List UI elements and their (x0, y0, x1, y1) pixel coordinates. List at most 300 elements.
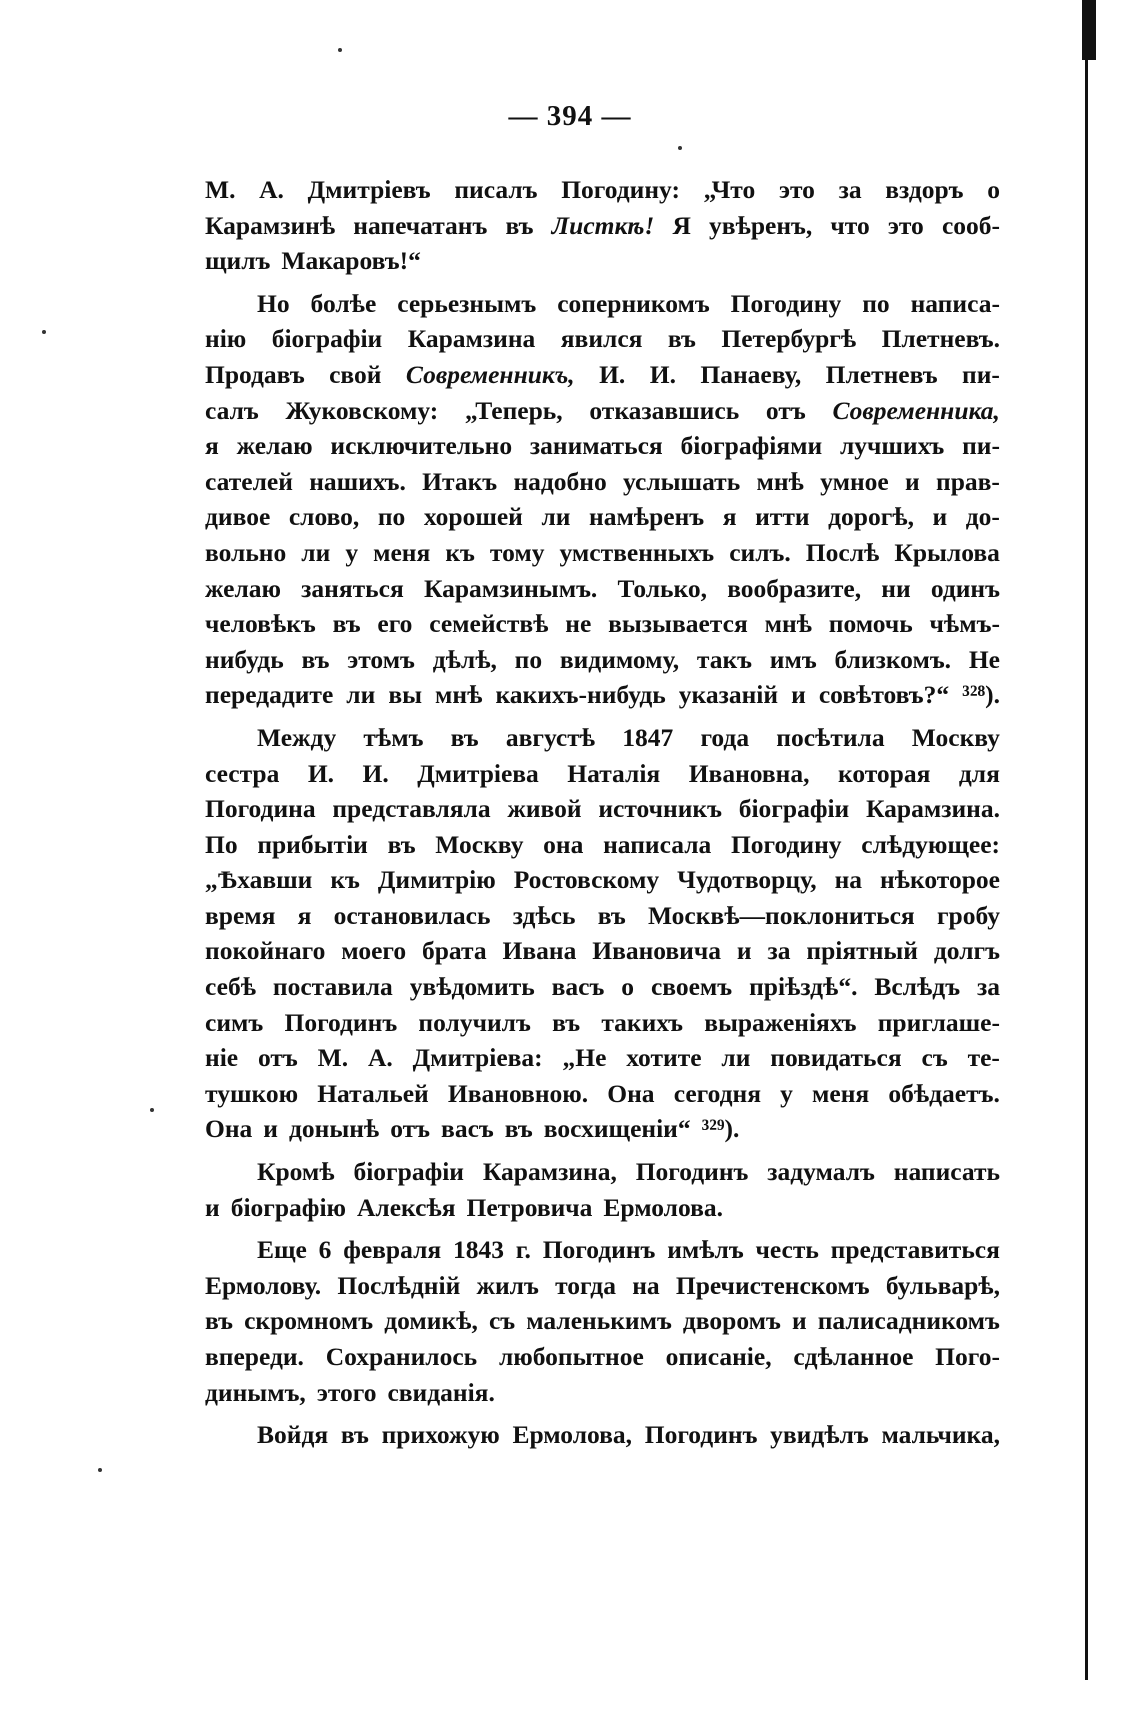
word: Я (672, 210, 691, 240)
text-line (205, 1190, 1000, 1226)
word: „Ѣхавши (205, 865, 313, 895)
word: желаю (236, 431, 313, 461)
text-line (205, 677, 1000, 713)
word: слово, (288, 502, 360, 532)
word: Москву (911, 722, 1000, 752)
word: Она (607, 1078, 655, 1108)
word: увѣренъ, (709, 210, 813, 240)
word: меня (373, 537, 431, 567)
word: Погодину: (561, 175, 680, 204)
word: посѣтила (776, 722, 885, 752)
word: на (834, 865, 863, 895)
scan-speck (150, 1108, 154, 1112)
word: Натальей (317, 1078, 429, 1108)
text-line (205, 1232, 1000, 1268)
word: динымъ, (205, 1377, 306, 1407)
word: покойнаго (205, 936, 326, 966)
word: Войдя (257, 1420, 329, 1450)
text-line (205, 933, 1000, 969)
word: надобно (513, 466, 607, 496)
word: я (722, 502, 737, 532)
word: пріѣздѣ“. (749, 972, 858, 1002)
text-line (205, 827, 1000, 863)
word: передадите (205, 680, 334, 710)
word: за (838, 175, 862, 204)
word: свиданія. (387, 1377, 495, 1407)
word: отъ (765, 395, 806, 425)
word: жилъ (476, 1270, 539, 1300)
word: написала (603, 829, 712, 859)
word: те- (967, 1043, 1000, 1073)
word: вызывается (608, 609, 748, 639)
word: Между (257, 722, 337, 752)
word: васъ (441, 1114, 494, 1144)
word: и (905, 466, 920, 496)
word: ³²⁸). (962, 680, 1000, 710)
word: ли (301, 537, 331, 567)
word: услышать (623, 466, 741, 496)
word: въ (597, 900, 626, 930)
word: у (345, 537, 359, 567)
word: увѣдомить (409, 972, 535, 1002)
word: хотите (626, 1043, 702, 1073)
word: тому (489, 537, 545, 567)
text-line (205, 464, 1000, 500)
word: гробу (936, 900, 1000, 930)
text-line (205, 208, 1000, 244)
paragraph-gap (205, 1147, 1000, 1154)
word: съ (488, 1306, 516, 1336)
word: честь (755, 1235, 819, 1265)
word: пи- (962, 359, 1000, 389)
text-line (205, 642, 1000, 678)
word: Ивановича (592, 936, 721, 966)
word: что (830, 210, 870, 240)
word: ³²⁹). (701, 1114, 740, 1144)
word: М. (205, 175, 236, 204)
word: „Не (562, 1043, 607, 1073)
word: серьезнымъ (397, 288, 537, 318)
word: тѣмъ (363, 722, 424, 752)
word: біографіи (271, 324, 383, 354)
word: Ермолову. (205, 1270, 322, 1300)
word: Карамзина, (482, 1157, 617, 1187)
word: его (377, 609, 413, 639)
text-line (205, 286, 1000, 322)
word: здѣсь (512, 900, 576, 930)
word: итти (755, 502, 810, 532)
word: Погодину (730, 288, 842, 318)
word: Макаровъ!“ (281, 246, 421, 276)
word: Москву (435, 829, 524, 859)
word: въ (450, 722, 479, 752)
word: біографіями (680, 431, 823, 461)
word: остановилась (333, 900, 491, 930)
word: скромномъ (244, 1306, 374, 1336)
word: Ивановна, (688, 758, 810, 788)
word: человѣкъ (205, 609, 316, 639)
word: Петровича (466, 1192, 593, 1222)
body-text (205, 172, 1000, 1453)
word: Сохранилось (325, 1342, 478, 1371)
word: по (514, 644, 543, 674)
word: февраля (343, 1235, 442, 1265)
word: Плетневъ. (881, 324, 1000, 354)
word: источникъ (598, 794, 722, 824)
text-line (205, 969, 1000, 1005)
word: въ (667, 324, 696, 354)
word: вольно (205, 537, 287, 567)
word: А. (367, 1043, 393, 1073)
word: Пречистенскомъ (675, 1270, 870, 1300)
word: я (205, 431, 219, 461)
word: поставила (272, 972, 393, 1002)
word: представиться (830, 1235, 1000, 1265)
text-line (205, 428, 1000, 464)
word: о (987, 175, 1000, 204)
word: и (932, 502, 948, 532)
word: Петербургѣ (721, 324, 857, 354)
word: Но (257, 288, 290, 318)
word: Панаеву, (700, 359, 802, 389)
word: свой (329, 359, 382, 389)
text-line (205, 606, 1000, 642)
word: указаній (678, 680, 779, 710)
word: Пого- (935, 1342, 1000, 1371)
word: Дмитріева: (412, 1043, 543, 1073)
word: симъ (205, 1007, 264, 1037)
word: Послѣ (805, 537, 880, 567)
text-line (205, 791, 1000, 827)
word: въ (205, 1306, 234, 1336)
word: біографіи (353, 1157, 464, 1187)
word: Карамзина (407, 324, 536, 354)
word: Карамзина. (866, 794, 1000, 824)
word: силъ. (729, 537, 791, 567)
paragraph-gap (205, 713, 1000, 720)
word: заняться (301, 573, 404, 603)
word: слѣдующее: (861, 829, 1000, 859)
word: она (543, 829, 584, 859)
word: чѣмъ- (929, 609, 1000, 639)
word: ли (346, 680, 376, 710)
word: напечатанъ (353, 210, 488, 240)
word: которая (837, 758, 931, 788)
word: брата (422, 936, 487, 966)
word: меня (812, 1078, 870, 1108)
word: мнѣ (435, 680, 483, 710)
word: и (263, 1114, 278, 1144)
word: умственныхъ (559, 537, 715, 567)
word: дѣлѣ, (432, 644, 497, 674)
word: желаю (205, 573, 282, 603)
word: „Теперь, (465, 395, 563, 425)
word: мнѣ (756, 466, 804, 496)
paragraph-gap (205, 1225, 1000, 1232)
text-line (205, 535, 1000, 571)
word: заниматься (529, 431, 663, 461)
word: Итакъ (422, 466, 498, 496)
word: Погодинъ (542, 1235, 656, 1265)
scan-speck (98, 1468, 102, 1472)
word: за (767, 936, 791, 966)
text-line (205, 357, 1000, 393)
scan-speck (678, 146, 682, 150)
word: Дмитріева (417, 758, 539, 788)
word: вообразите, (727, 573, 862, 603)
word: бульварѣ, (885, 1270, 1000, 1300)
word: біографіи (738, 794, 850, 824)
scan-edge-rule (1085, 40, 1088, 1680)
paragraph-gap (205, 1410, 1000, 1417)
word: И. (362, 758, 389, 788)
word: по (862, 288, 890, 318)
word: вы (388, 680, 423, 710)
word: этого (316, 1377, 377, 1407)
word: помочь (828, 609, 913, 639)
word: Послѣдній (337, 1270, 461, 1300)
text-line (205, 1339, 1000, 1375)
text-line (205, 571, 1000, 607)
word: домикѣ, (384, 1306, 478, 1336)
word: соперникомъ (557, 288, 710, 318)
word: своемъ (650, 972, 733, 1002)
text-line (205, 898, 1000, 934)
word: біографію (230, 1192, 347, 1222)
word: сегодня (673, 1078, 761, 1108)
word: для (958, 758, 1000, 788)
word: Чудотворцу, (677, 865, 817, 895)
word: къ (445, 537, 475, 567)
word: любопытное (498, 1342, 644, 1371)
word: года (700, 722, 750, 752)
word: въ (505, 210, 534, 240)
word: приглаше- (877, 1007, 1000, 1037)
word: Она (205, 1114, 253, 1144)
word: маленькимъ (526, 1306, 672, 1336)
text-line (205, 172, 1000, 208)
word: писалъ (454, 175, 538, 204)
word: нибудь (205, 644, 284, 674)
word: и (736, 936, 752, 966)
word: въ (301, 644, 330, 674)
word: не (565, 609, 592, 639)
word: представляла (332, 794, 491, 824)
word: Крылова (894, 537, 1000, 567)
word: за (976, 972, 1000, 1002)
word: Погодину (730, 829, 842, 859)
word: и (791, 1306, 807, 1336)
word: какихъ-нибудь (495, 680, 666, 710)
word: написать (893, 1157, 1000, 1187)
word: Ростовскому (513, 865, 660, 895)
word: г. (515, 1235, 531, 1265)
word: ли (721, 1043, 751, 1073)
text-line (205, 1005, 1000, 1041)
word: сдѣланное (793, 1342, 914, 1371)
text-line (205, 1268, 1000, 1304)
word: отъ (390, 1114, 431, 1144)
scan-speck (338, 48, 342, 52)
word: Кромѣ (257, 1157, 335, 1187)
word: себѣ (205, 972, 256, 1002)
word: Ивановною. (447, 1078, 589, 1108)
word: отъ (257, 1043, 298, 1073)
word: Современника, (832, 395, 1000, 425)
text-line (205, 1417, 1000, 1453)
paragraph-gap (205, 279, 1000, 286)
word: сестра (205, 758, 280, 788)
word: ніе (205, 1043, 239, 1073)
word: А. (259, 175, 284, 204)
word: мальчика, (881, 1420, 1000, 1450)
word: И. (307, 758, 335, 788)
word: въ (552, 1007, 581, 1037)
word: тогда (555, 1270, 616, 1300)
text-line (205, 1040, 1000, 1076)
word: Погодинъ (644, 1420, 758, 1450)
word: исключительно (330, 431, 513, 461)
word: пи- (962, 431, 1000, 461)
word: сателей (205, 466, 293, 496)
word: явился (560, 324, 643, 354)
word: Алексѣя (357, 1192, 456, 1222)
word: и (791, 680, 806, 710)
word: Погодина (205, 794, 316, 824)
word: написа- (910, 288, 1000, 318)
word: ли (541, 502, 571, 532)
word: впереди. (205, 1342, 304, 1371)
word: И. (599, 359, 626, 389)
word: близкомъ. (834, 644, 952, 674)
word: это (778, 175, 815, 204)
word: я (297, 900, 312, 930)
word: по (377, 502, 406, 532)
word: это (887, 210, 924, 240)
word: въ (387, 829, 416, 859)
word: М. (317, 1043, 349, 1073)
word: дворомъ (682, 1306, 781, 1336)
word: лучшихъ (839, 431, 945, 461)
text-line (205, 1111, 1000, 1147)
word: По (205, 829, 238, 859)
word: Не (968, 644, 1000, 674)
word: 6 (318, 1235, 332, 1265)
word: Дмитріевъ (307, 175, 431, 204)
word: и (205, 1192, 220, 1222)
word: имъ (769, 644, 817, 674)
word: 1843 (453, 1235, 504, 1265)
word: васъ (551, 972, 605, 1002)
word: у (780, 1078, 793, 1108)
word: одинъ (930, 573, 1000, 603)
word: этомъ (347, 644, 415, 674)
word: умное (820, 466, 889, 496)
word: восхищеніи“ (543, 1114, 691, 1144)
word: въ (504, 1114, 533, 1144)
word: мнѣ (764, 609, 812, 639)
word: описаніе, (665, 1342, 772, 1371)
word: Продавъ (205, 359, 305, 389)
word: сооб- (941, 210, 1000, 240)
word: повидаться (770, 1043, 902, 1073)
word: Ермолова, (512, 1420, 633, 1450)
word: „Что (703, 175, 756, 204)
word: дорогѣ, (828, 502, 914, 532)
word: обѣдаетъ. (888, 1078, 1000, 1108)
word: Погодинъ (284, 1007, 398, 1037)
word: тушкою (205, 1078, 299, 1108)
word: задумалъ (767, 1157, 875, 1187)
word: Вслѣдъ (874, 972, 961, 1002)
word: Современникъ, (405, 359, 575, 389)
word: дивое (205, 502, 271, 532)
word: Москвѣ—поклониться (647, 900, 915, 930)
word: нію (205, 324, 247, 354)
word: прав- (936, 466, 1000, 496)
word: отказавшись (589, 395, 740, 425)
word: долгъ (933, 936, 1000, 966)
word: въ (332, 609, 361, 639)
word: къ (330, 865, 360, 895)
word: моего (341, 936, 407, 966)
word: Только, (617, 573, 708, 603)
word: нашихъ. (309, 466, 406, 496)
word: о (621, 972, 635, 1002)
word: имѣлъ (667, 1235, 744, 1265)
word: ни (881, 573, 911, 603)
text-line (205, 1076, 1000, 1112)
word: Наталія (567, 758, 661, 788)
text-line (205, 243, 1000, 279)
word: въ (340, 1420, 369, 1450)
word: Ермолова. (603, 1192, 723, 1222)
word: Карамзинѣ (205, 210, 336, 240)
word: хорошей (423, 502, 523, 532)
word: салъ (205, 395, 259, 425)
word: палисадникомъ (817, 1306, 1000, 1336)
word: Плетневъ (825, 359, 938, 389)
word: увидѣлъ (770, 1420, 869, 1450)
word: совѣтовъ?“ (818, 680, 950, 710)
text-line (205, 1375, 1000, 1411)
word: Ивана (502, 936, 577, 966)
word: 1847 (622, 722, 674, 752)
word: августѣ (505, 722, 596, 752)
word: щилъ (205, 246, 271, 276)
text-line (205, 1303, 1000, 1339)
text-line (205, 321, 1000, 357)
word: Карамзинымъ. (423, 573, 598, 603)
text-line (205, 720, 1000, 756)
word: на (632, 1270, 660, 1300)
word: пріятный (806, 936, 918, 966)
word: намѣренъ (589, 502, 705, 532)
word: прибытіи (257, 829, 368, 859)
word: прихожую (381, 1420, 500, 1450)
word: болѣе (310, 288, 377, 318)
word: такихъ (601, 1007, 683, 1037)
text-line (205, 756, 1000, 792)
text-line (205, 393, 1000, 429)
word: семействѣ (429, 609, 549, 639)
word: съ (921, 1043, 948, 1073)
page-number: — 394 — (508, 100, 632, 132)
scan-speck (42, 330, 46, 334)
word: вздоръ (885, 175, 964, 204)
word: Листкѣ! (551, 210, 655, 240)
text-line (205, 862, 1000, 898)
